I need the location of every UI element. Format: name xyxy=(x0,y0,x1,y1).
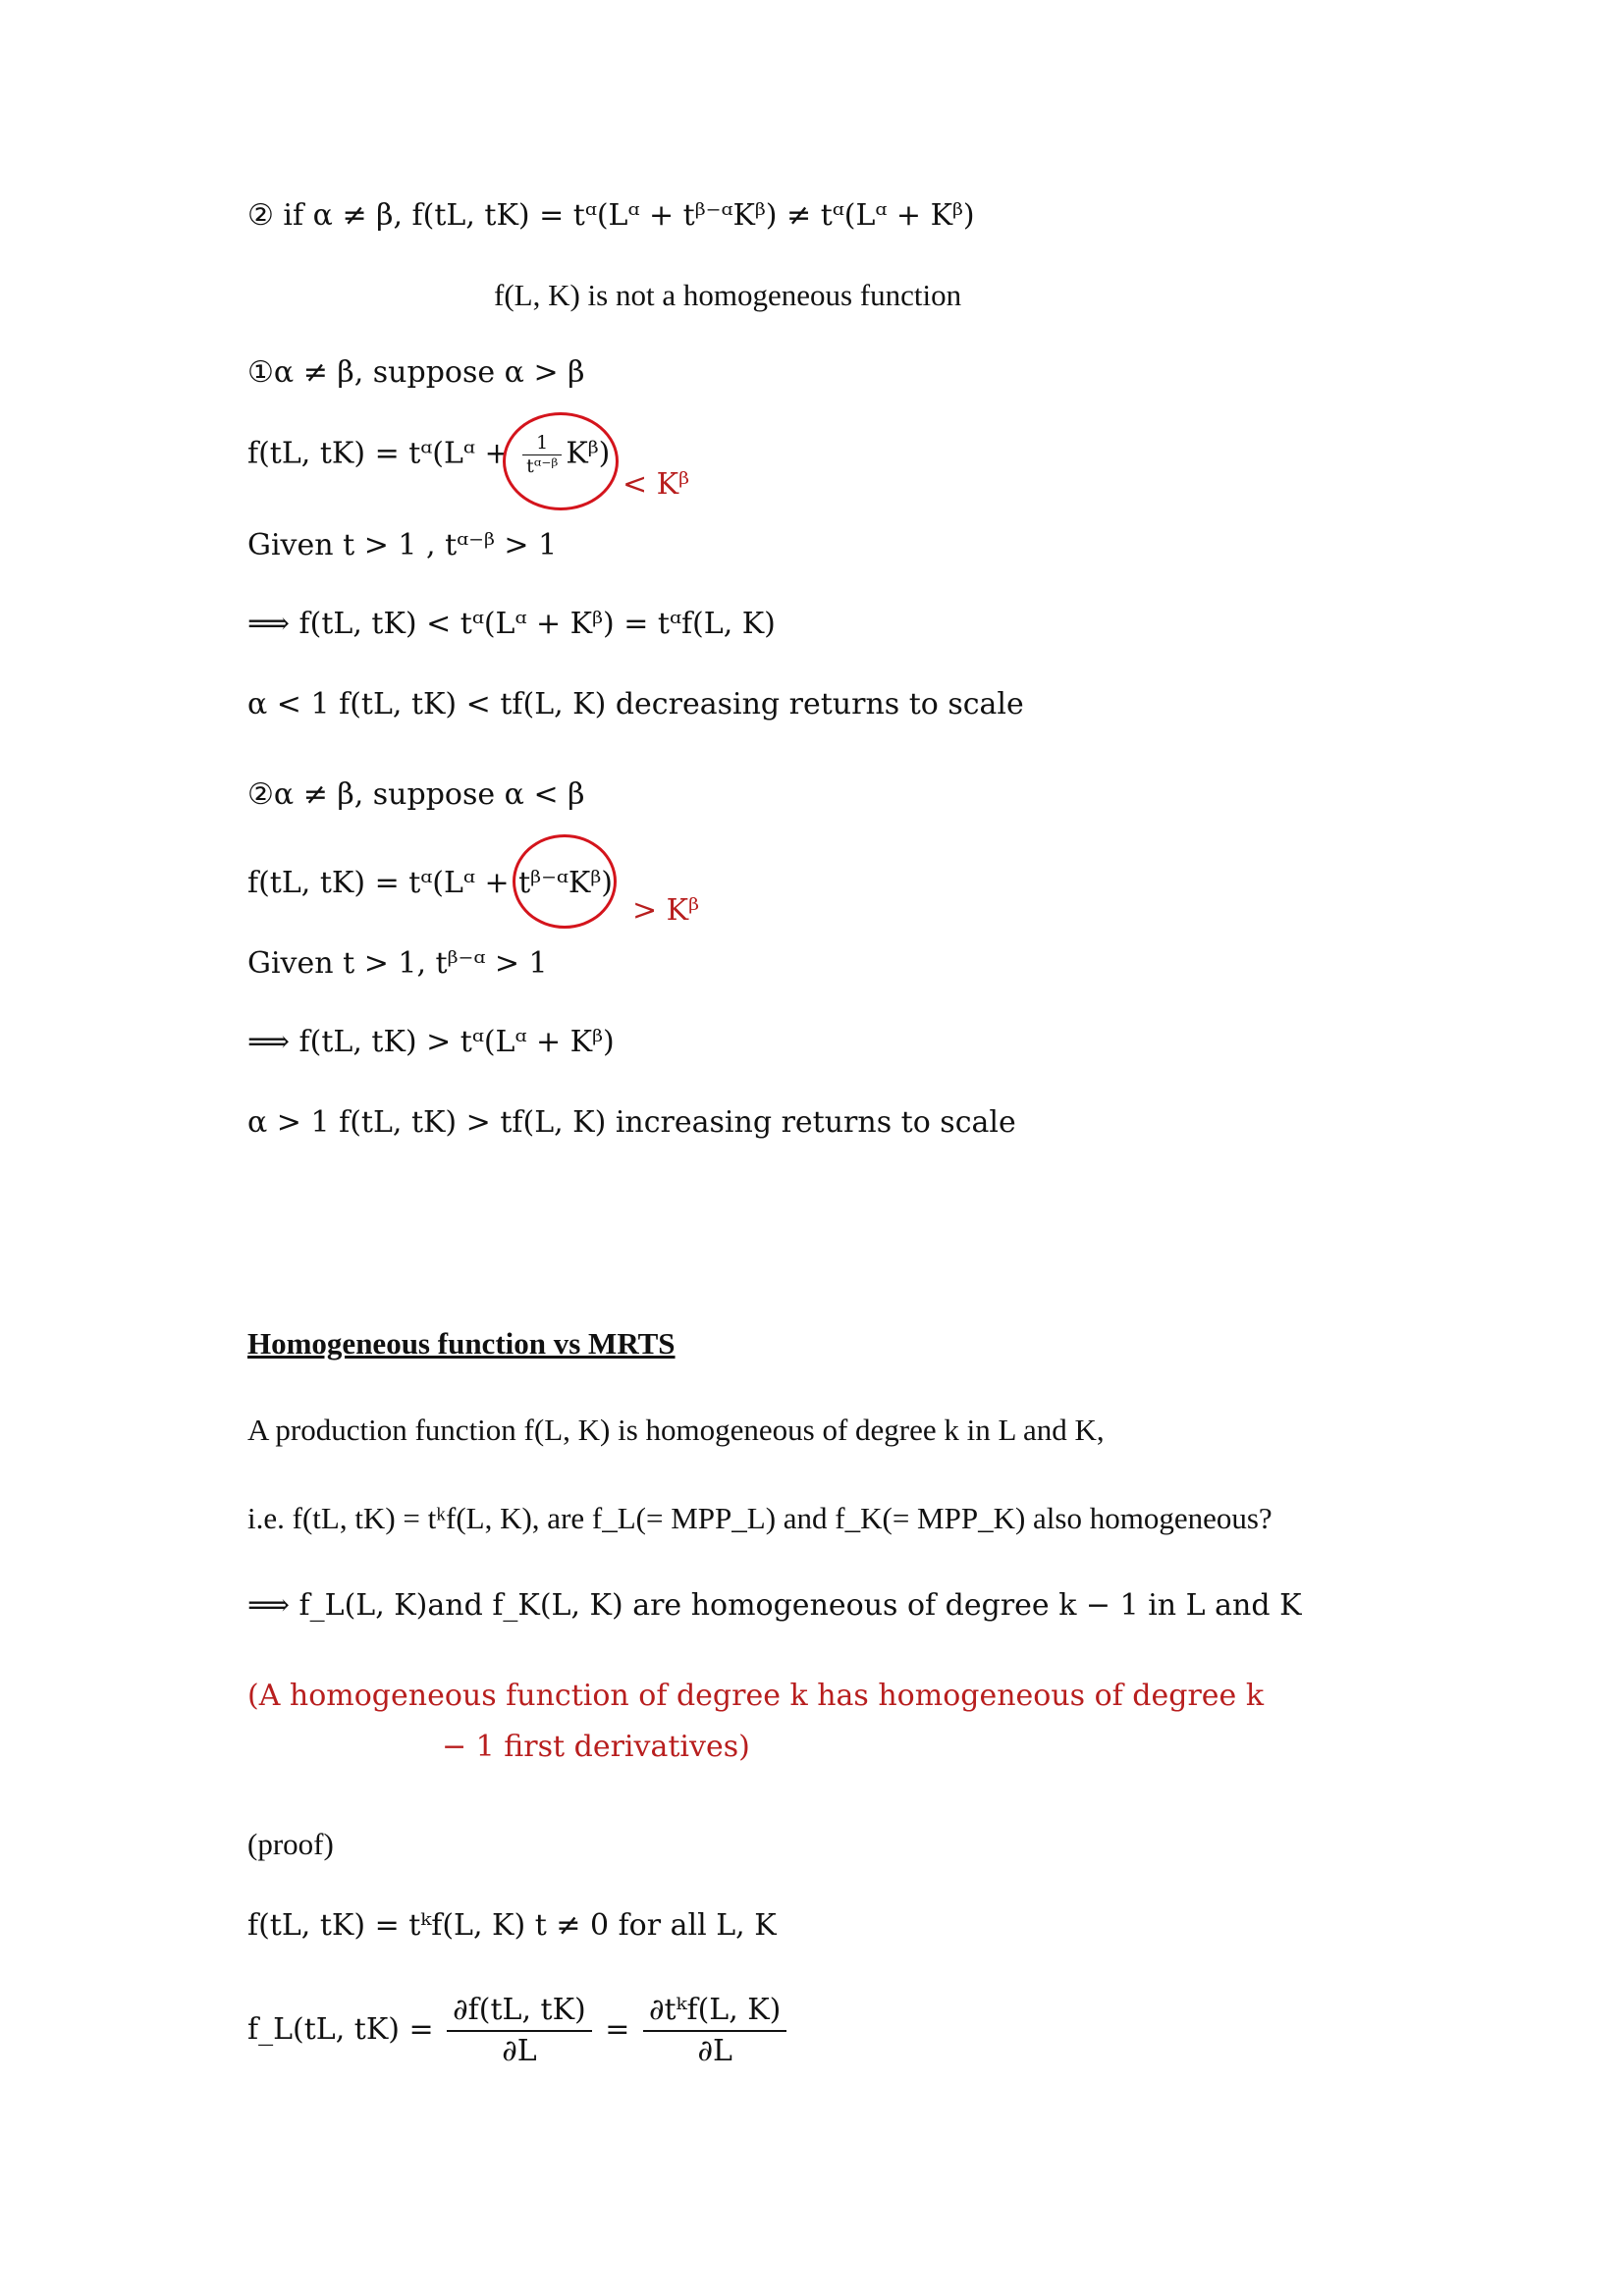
proof-line-2-derivative xyxy=(247,1993,790,2069)
line-case-2-not-homogeneous: ② if α ≠ β, f(tL, tK) = tᵅ(Lᵅ + tᵝ⁻ᵅKᵝ) ≠ tᵅ(Lᵅ + Kᵝ) xyxy=(247,198,975,233)
paragraph-question: i.e. f(tL, tK) = tᵏf(L, K), are f_L(= MPP_L) and f_K(= MPP_K) also homogeneous? xyxy=(247,1501,1272,1535)
l4-frac-num: 1 xyxy=(522,432,562,455)
l4-post: Kᵝ) xyxy=(566,436,611,471)
p6-frac2-den: ∂L xyxy=(697,2034,732,2068)
line-not-homogeneous-conclusion: f(L, K) is not a homogeneous function xyxy=(494,278,962,312)
section-heading: Homogeneous function vs MRTS xyxy=(247,1326,676,1361)
red-circle-annotation-2 xyxy=(513,834,617,929)
proof-line-1: f(tL, tK) = tᵏf(L, K) t ≠ 0 for all L, K xyxy=(247,1908,777,1943)
l4-frac-den: tᵅ⁻ᵝ xyxy=(526,454,559,477)
line-decreasing-returns: α < 1 f(tL, tK) < tf(L, K) decreasing returns to scale xyxy=(247,687,1024,721)
line-f-tl-tk-power: f(tL, tK) = tᵅ(Lᵅ + tᵝ⁻ᵅKᵝ) xyxy=(247,866,613,900)
red-circle-annotation-1 xyxy=(503,412,619,510)
p6-frac1-num: ∂f(tL, tK) xyxy=(447,1993,592,2032)
line-case-alpha-less-beta: ②α ≠ β, suppose α < β xyxy=(247,777,585,812)
p6-equals: = xyxy=(605,2012,630,2047)
line-increasing-returns: α > 1 f(tL, tK) > tf(L, K) increasing returns to scale xyxy=(247,1105,1016,1140)
p6-fraction-2 xyxy=(643,1993,786,2069)
line-implies-less: ⟹ f(tL, tK) < tᵅ(Lᵅ + Kᵝ) = tᵅf(L, K) xyxy=(247,607,776,641)
red-note-greater-than-k-beta: > Kᵝ xyxy=(632,893,699,928)
p6-frac1-den: ∂L xyxy=(502,2034,537,2068)
paragraph-definition: A production function f(L, K) is homogeneous of degree k in L and K, xyxy=(247,1413,1105,1447)
red-note-less-than-k-beta: < Kᵝ xyxy=(623,467,689,502)
p6-fraction-1 xyxy=(447,1993,592,2069)
red-theorem-line-2: − 1 first derivatives) xyxy=(442,1730,750,1764)
paragraph-conclusion: ⟹ f_L(L, K)and f_K(L, K) are homogeneous of degree k − 1 in L and K xyxy=(247,1588,1302,1623)
proof-label: (proof) xyxy=(247,1827,334,1861)
red-theorem-line-1: (A homogeneous function of degree k has homogeneous of degree k xyxy=(247,1679,1265,1713)
line-given-2: Given t > 1, tᵝ⁻ᵅ > 1 xyxy=(247,946,548,981)
l4-pre: f(tL, tK) = tᵅ(Lᵅ + xyxy=(247,436,519,471)
line-case-alpha-greater-beta: ①α ≠ β, suppose α > β xyxy=(247,355,585,390)
line-implies-greater: ⟹ f(tL, tK) > tᵅ(Lᵅ + Kᵝ) xyxy=(247,1025,615,1059)
p6-frac2-num: ∂tᵏf(L, K) xyxy=(643,1993,786,2032)
p6-lhs: f_L(tL, tK) = xyxy=(247,2012,434,2047)
line-given-1: Given t > 1 , tᵅ⁻ᵝ > 1 xyxy=(247,528,558,562)
